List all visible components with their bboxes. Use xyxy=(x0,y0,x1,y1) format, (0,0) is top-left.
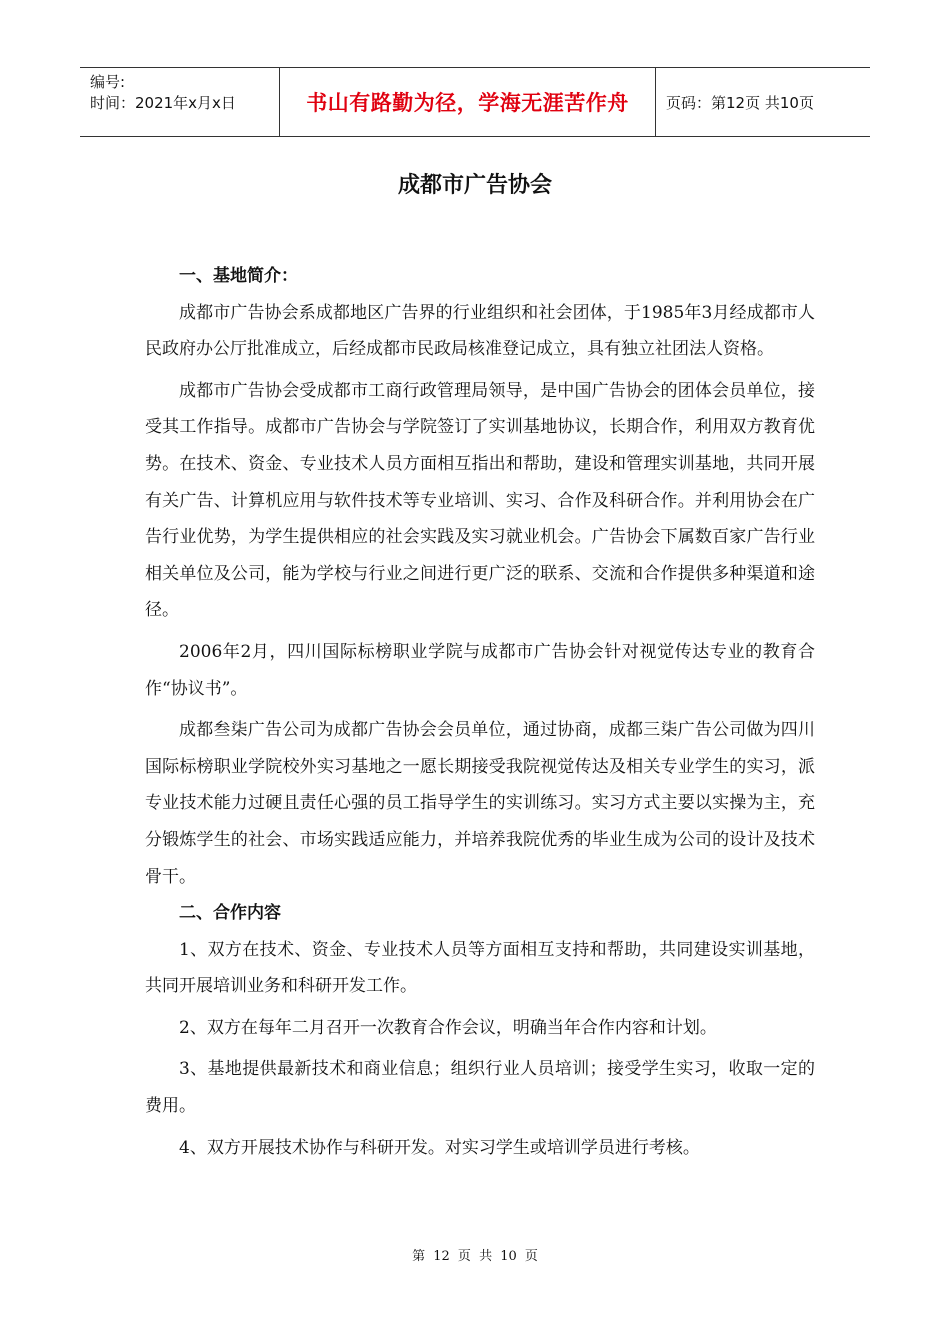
paragraph: 成都市广告协会系成都地区广告界的行业组织和社会团体，于1985年3月经成都市人民政府办公厅批准成立，后经成都市民政局核准登记成立，具有独立社团法人资格。 xyxy=(145,302,815,360)
list-item: 1、双方在技术、资金、专业技术人员等方面相互支持和帮助，共同建设实训基地，共同开展培训业务和科研开发工作。 xyxy=(145,939,815,997)
document-title: 成都市广告协会 xyxy=(397,173,552,198)
section-heading-intro: 一、基地简介： xyxy=(179,266,298,286)
list-item: 2、双方在每年二月召开一次教育合作会议，明确当年合作内容和计划。 xyxy=(179,1017,717,1038)
number-label: 编号: xyxy=(90,73,126,91)
time-label: 时间：2021年x月x日 xyxy=(90,94,236,112)
section-heading-cooperation: 二、合作内容 xyxy=(179,903,281,924)
paragraph: 成都叁柒广告公司为成都广告协会会员单位，通过协商，成都三柒广告公司做为四川国际标榜职业学院校外实习基地之一愿长期接受我院视觉传达及相关专业学生的实习，派专业技术能力过硬且责任心强的员工指导学生的实训练习。实习方式主要以实操为主，充分锻炼学生的社会、市场实践适应能力，并培养我院优秀的毕业生成为公司的设计及技术骨干。 xyxy=(145,720,815,887)
header-page-info: 页码：第12页 共10页 xyxy=(666,93,814,112)
list-item: 3、基地提供最新技术和商业信息；组织行业人员培训；接受学生实习，收取一定的费用。 xyxy=(145,1059,815,1117)
document-body xyxy=(145,258,815,1166)
page-footer: 第 12 页 共 10 页 xyxy=(412,1249,538,1264)
header-motto: 书山有路勤为径，学海无涯苦作舟 xyxy=(280,68,656,136)
list-item: 4、双方开展技术协作与科研开发。对实习学生或培训学员进行考核。 xyxy=(179,1137,700,1158)
paragraph: 2006年2月，四川国际标榜职业学院与成都市广告协会针对视觉传达专业的教育合作“协议书”。 xyxy=(145,641,815,699)
paragraph: 成都市广告协会受成都市工商行政管理局领导，是中国广告协会的团体会员单位，接受其工作指导。成都市广告协会与学院签订了实训基地协议，长期合作，利用双方教育优势。在技术、资金、专业技术人员方面相互指出和帮助，建设和管理实训基地，共同开展有关广告、计算机应用与软件技术等专业培训、实习、合作及科研合作。并利用协会在广告行业优势，为学生提供相应的社会实践及实习就业机会。广告协会下属数百家广告行业相关单位及公司，能为学校与行业之间进行更广泛的联系、交流和合作提供多种渠道和途径。 xyxy=(145,380,815,621)
header-meta xyxy=(80,68,280,136)
page-header xyxy=(80,67,870,137)
